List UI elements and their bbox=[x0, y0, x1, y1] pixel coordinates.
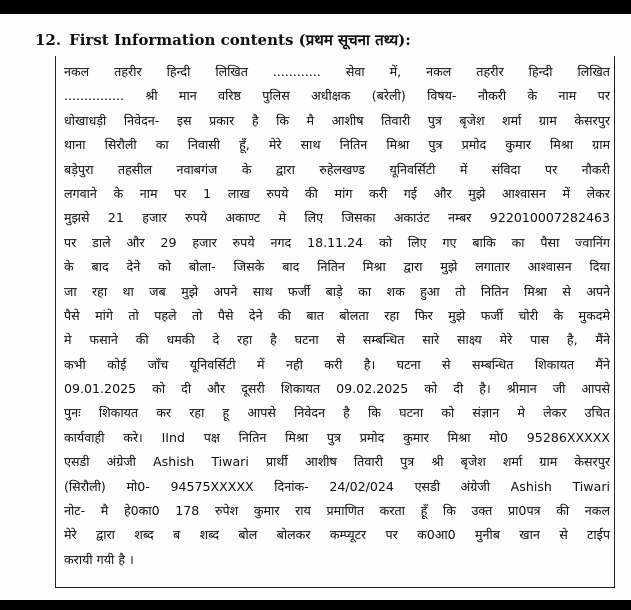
body-line: 09.01.2025 को दी और दूसरी शिकायत 09.02.2025 को दी है। श्रीमान जी आपसे bbox=[64, 381, 610, 397]
body-line: करायी गयी है । bbox=[64, 551, 134, 567]
body-line: बड़ेपुरा तहसील नवाबगंज के द्वारा रुहेलखण्ड यूनिवर्सिटी में संविदा पर नौकरी bbox=[64, 161, 610, 177]
body-line: नकल तहरीर हिन्दी लिखित ............ सेवा में, नकल तहरीर हिन्दी लिखित bbox=[64, 64, 610, 79]
body-line: एसडी अंग्रेजी Ashish Tiwari प्रार्थी आशीष तिवारी पुत्र श्री बृजेश शर्मा ग्राम केसरपुर bbox=[64, 454, 610, 470]
body-line: पर डाले और 29 हजार रुपये नगद 18.11.24 को लिए गए बाकि का पैसा ज्वानिंग bbox=[64, 234, 610, 250]
body-line: धोखाधड़ी निवेदन- इस प्रकार है कि मै आशीष तिवारी पुत्र बृजेश शर्मा ग्राम केसरपुर bbox=[64, 112, 610, 128]
body-line: मुझसे 21 हजार रुपये अकाण्ट मे लिए जिसका अकाउंट नम्बर 922010007282463 bbox=[64, 210, 610, 226]
body-line: कभी कोई जाँच यूनिवर्सिटी में नही करी है। घटना से सम्बन्धित शिकायत मैंने bbox=[64, 356, 610, 372]
body-line: लगवाने के नाम पर 1 लाख रुपये की मांग करी गई और मुझे आश्वासन में लेकर bbox=[64, 185, 610, 201]
body-line: मेरे द्वारा शब्द ब शब्द बोल बोलकर कम्प्यूटर पर क0आ0 मुनीब खान से टाईप bbox=[64, 527, 610, 543]
fir-body-text bbox=[64, 60, 610, 572]
body-line: जा रहा था जब मुझे अपने साथ फर्जी बाड़े का शक हुआ तो नितिन मिश्रा से अपने bbox=[64, 283, 610, 299]
body-line: पुनः शिकायत कर रहा हू आपसे निवेदन है कि घटना को संज्ञान मे लेकर उचित bbox=[64, 405, 610, 421]
body-line: के बाद देने को बोला- जिसके बाद नितिन मिश्रा द्वारा मुझे लगातार आश्वासन दिया bbox=[64, 259, 610, 275]
body-line: मे फसाने की धमकी दे रहा है घटना से सम्बन्धित सारे साक्ष्य मेरे पास है, मैंने bbox=[64, 332, 610, 348]
section-title: First Information contents (प्रथम सूचना तथ्य): bbox=[69, 31, 411, 49]
body-line: थाना सिरौली का निवासी हूँ, मेरे साथ नितिन मिश्रा पुत्र प्रमोद कुमार मिश्रा ग्राम bbox=[64, 137, 610, 153]
body-line: पैसे मांगे तो पहले तो पैसे देने की बात बोलता रहा फिर मुझे फर्जी चोरी के मुकदमे bbox=[64, 307, 610, 323]
document-page bbox=[0, 14, 631, 600]
bottom-edge bbox=[0, 600, 631, 610]
content-box bbox=[55, 56, 615, 588]
section-heading bbox=[35, 30, 411, 50]
body-line: (सिरौली) मो0- 94575XXXXX दिनांक- 24/02/024 एसडी अंग्रेजी Ashish Tiwari bbox=[64, 478, 610, 494]
body-line: कार्यवाही करे। IInd पक्ष नितिन मिश्रा पुत्र प्रमोद कुमार मिश्रा मो0 95286XXXXX bbox=[64, 429, 610, 445]
body-line: नोट- मै हे0का0 178 रुपेश कुमार राय प्रमाणित करता हूँ कि उक्त प्रा0पत्र की नकल bbox=[64, 503, 610, 519]
body-line: ............... श्री मान वरिष्ठ पुलिस अधीक्षक (बरेली) विषय- नौकरी के नाम पर bbox=[64, 88, 610, 104]
section-number: 12. bbox=[35, 31, 62, 49]
